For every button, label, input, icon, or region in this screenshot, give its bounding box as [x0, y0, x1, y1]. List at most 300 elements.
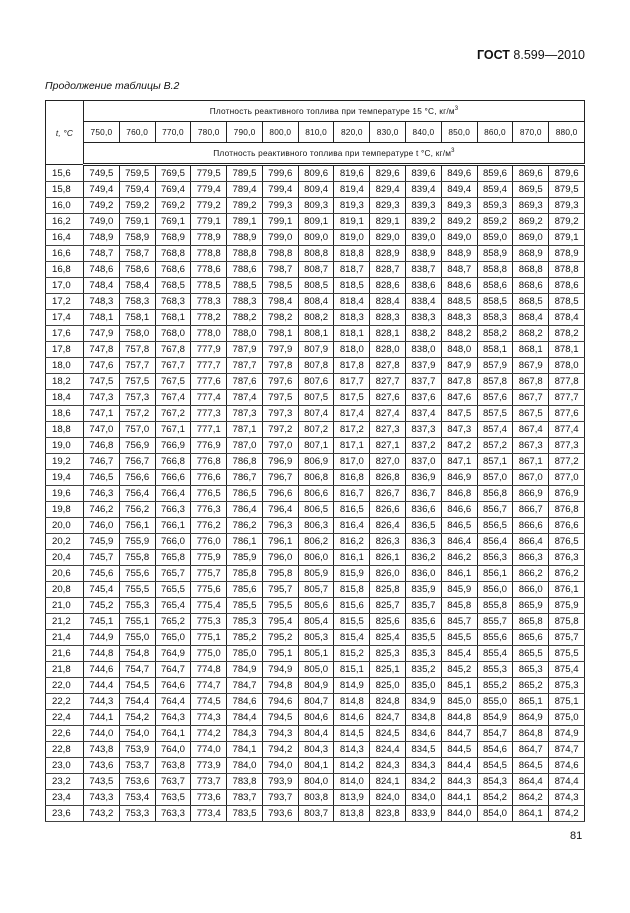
density-cell: 849,6	[441, 165, 477, 182]
density-cell: 879,5	[549, 182, 585, 198]
density-cell: 756,9	[119, 438, 155, 454]
density-cell: 777,9	[191, 342, 227, 358]
density-cell: 806,0	[298, 550, 334, 566]
density-cell: 777,7	[191, 358, 227, 374]
density-cell: 784,7	[227, 678, 263, 694]
density-cell: 789,1	[227, 214, 263, 230]
temperature-cell: 19,8	[46, 502, 84, 518]
table-row	[46, 326, 585, 342]
density-cell: 756,2	[119, 502, 155, 518]
density-cell: 818,4	[334, 294, 370, 310]
density-cell: 785,8	[227, 566, 263, 582]
density-cell: 755,1	[119, 614, 155, 630]
density-column-header: 780,0	[191, 122, 227, 143]
density-cell: 764,1	[155, 726, 191, 742]
density-cell: 848,3	[441, 310, 477, 326]
density-cell: 785,2	[227, 630, 263, 646]
density-cell: 845,7	[441, 614, 477, 630]
density-cell: 819,0	[334, 230, 370, 246]
temperature-cell: 19,4	[46, 470, 84, 486]
density-cell: 794,8	[262, 678, 298, 694]
density-cell: 867,8	[513, 374, 549, 390]
density-cell: 846,4	[441, 534, 477, 550]
density-cell: 848,7	[441, 262, 477, 278]
density-cell: 866,0	[513, 582, 549, 598]
density-cell: 849,4	[441, 182, 477, 198]
density-cell: 849,3	[441, 198, 477, 214]
density-cell: 755,9	[119, 534, 155, 550]
density-cell: 854,0	[477, 806, 513, 822]
density-cell: 825,8	[370, 582, 406, 598]
temperature-cell: 16,6	[46, 246, 84, 262]
density-cell: 816,4	[334, 518, 370, 534]
density-cell: 769,4	[155, 182, 191, 198]
density-cell: 858,3	[477, 310, 513, 326]
table-row	[46, 534, 585, 550]
density-cell: 815,1	[334, 662, 370, 678]
density-column-header: 820,0	[334, 122, 370, 143]
density-cell: 845,4	[441, 646, 477, 662]
density-cell: 796,4	[262, 502, 298, 518]
density-cell: 817,4	[334, 406, 370, 422]
density-cell: 754,4	[119, 694, 155, 710]
density-cell: 794,0	[262, 758, 298, 774]
table-row	[46, 182, 585, 198]
density-cell: 784,0	[227, 758, 263, 774]
density-cell: 825,4	[370, 630, 406, 646]
density-cell: 768,3	[155, 294, 191, 310]
density-cell: 775,4	[191, 598, 227, 614]
temperature-cell: 19,6	[46, 486, 84, 502]
table-row	[46, 518, 585, 534]
density-cell: 864,9	[513, 710, 549, 726]
density-cell: 878,1	[549, 342, 585, 358]
density-cell: 875,3	[549, 678, 585, 694]
density-cell: 768,8	[155, 246, 191, 262]
density-cell: 818,7	[334, 262, 370, 278]
density-column-header: 870,0	[513, 122, 549, 143]
density-cell: 864,5	[513, 758, 549, 774]
density-cell: 775,0	[191, 646, 227, 662]
density-cell: 875,9	[549, 598, 585, 614]
density-cell: 769,2	[155, 198, 191, 214]
density-cell: 858,9	[477, 246, 513, 262]
density-cell: 787,1	[227, 422, 263, 438]
density-cell: 795,1	[262, 646, 298, 662]
density-cell: 785,0	[227, 646, 263, 662]
density-cell: 878,2	[549, 326, 585, 342]
density-cell: 796,7	[262, 470, 298, 486]
density-cell: 859,6	[477, 165, 513, 182]
density-cell: 878,0	[549, 358, 585, 374]
density-cell: 799,0	[262, 230, 298, 246]
density-cell: 864,7	[513, 742, 549, 758]
density-cell: 756,1	[119, 518, 155, 534]
density-cell: 834,5	[406, 742, 442, 758]
density-cell: 844,3	[441, 774, 477, 790]
density-cell: 814,6	[334, 710, 370, 726]
density-cell: 797,9	[262, 342, 298, 358]
density-cell: 787,0	[227, 438, 263, 454]
density-cell: 743,2	[84, 806, 120, 822]
density-cell: 799,4	[262, 182, 298, 198]
density-cell: 808,5	[298, 278, 334, 294]
density-cell: 786,2	[227, 518, 263, 534]
density-table	[45, 100, 585, 822]
density-cell: 835,0	[406, 678, 442, 694]
density-cell: 806,8	[298, 470, 334, 486]
density-cell: 804,9	[298, 678, 334, 694]
density-cell: 753,9	[119, 742, 155, 758]
density-cell: 845,9	[441, 582, 477, 598]
table-row	[46, 342, 585, 358]
density-cell: 829,0	[370, 230, 406, 246]
density-cell: 745,2	[84, 598, 120, 614]
density-cell: 746,2	[84, 502, 120, 518]
density-cell: 875,8	[549, 614, 585, 630]
temperature-cell: 21,8	[46, 662, 84, 678]
density-cell: 758,1	[119, 310, 155, 326]
density-cell: 855,2	[477, 678, 513, 694]
density-cell: 806,3	[298, 518, 334, 534]
density-cell: 773,9	[191, 758, 227, 774]
density-cell: 844,0	[441, 806, 477, 822]
density-cell: 879,2	[549, 214, 585, 230]
density-cell: 793,7	[262, 790, 298, 806]
density-cell: 865,9	[513, 598, 549, 614]
density-cell: 837,6	[406, 390, 442, 406]
density-cell: 775,6	[191, 582, 227, 598]
density-cell: 786,4	[227, 502, 263, 518]
temperature-cell: 16,4	[46, 230, 84, 246]
density-cell: 777,1	[191, 422, 227, 438]
temperature-cell: 20,2	[46, 534, 84, 550]
density-cell: 826,3	[370, 534, 406, 550]
density-cell: 828,9	[370, 246, 406, 262]
density-cell: 765,2	[155, 614, 191, 630]
density-cell: 849,2	[441, 214, 477, 230]
density-cell: 848,5	[441, 294, 477, 310]
density-cell: 776,8	[191, 454, 227, 470]
temperature-cell: 21,4	[46, 630, 84, 646]
density-cell: 775,9	[191, 550, 227, 566]
density-cell: 854,5	[477, 758, 513, 774]
density-cell: 835,3	[406, 646, 442, 662]
density-cell: 794,2	[262, 742, 298, 758]
density-cell: 807,5	[298, 390, 334, 406]
density-cell: 788,8	[227, 246, 263, 262]
table-row	[46, 310, 585, 326]
density-cell: 839,6	[406, 165, 442, 182]
standard-code: ГОСТ	[476, 48, 510, 62]
density-cell: 743,5	[84, 774, 120, 790]
table-row	[46, 790, 585, 806]
temperature-cell: 18,6	[46, 406, 84, 422]
density-cell: 745,1	[84, 614, 120, 630]
density-cell: 866,2	[513, 566, 549, 582]
temperature-cell: 22,6	[46, 726, 84, 742]
density-cell: 774,2	[191, 726, 227, 742]
density-cell: 858,1	[477, 342, 513, 358]
density-cell: 819,3	[334, 198, 370, 214]
density-cell: 789,2	[227, 198, 263, 214]
density-cell: 859,0	[477, 230, 513, 246]
density-cell: 773,4	[191, 806, 227, 822]
temperature-cell: 20,0	[46, 518, 84, 534]
table-row	[46, 278, 585, 294]
density-cell: 817,8	[334, 358, 370, 374]
density-cell: 808,7	[298, 262, 334, 278]
density-cell: 864,2	[513, 790, 549, 806]
density-cell: 778,9	[191, 230, 227, 246]
density-cell: 805,4	[298, 614, 334, 630]
density-cell: 839,0	[406, 230, 442, 246]
table-row	[46, 165, 585, 182]
density-cell: 865,1	[513, 694, 549, 710]
density-cell: 854,3	[477, 774, 513, 790]
density-cell: 827,6	[370, 390, 406, 406]
density-cell: 784,3	[227, 726, 263, 742]
density-cell: 744,3	[84, 694, 120, 710]
density-cell: 839,2	[406, 214, 442, 230]
density-cell: 857,8	[477, 374, 513, 390]
density-cell: 806,6	[298, 486, 334, 502]
density-cell: 757,7	[119, 358, 155, 374]
density-cell: 845,5	[441, 630, 477, 646]
density-cell: 844,8	[441, 710, 477, 726]
density-cell: 758,0	[119, 326, 155, 342]
temperature-cell: 20,4	[46, 550, 84, 566]
density-cell: 805,7	[298, 582, 334, 598]
bottom-heading: Плотность реактивного топлива при температуре t °С, $кг/м^3$	[84, 143, 585, 165]
density-cell: 753,4	[119, 790, 155, 806]
density-cell: 809,3	[298, 198, 334, 214]
temperature-cell: 17,6	[46, 326, 84, 342]
temperature-cell: 22,8	[46, 742, 84, 758]
density-cell: 838,6	[406, 278, 442, 294]
density-cell: 758,9	[119, 230, 155, 246]
density-cell: 806,5	[298, 502, 334, 518]
density-cell: 878,6	[549, 278, 585, 294]
density-cell: 796,0	[262, 550, 298, 566]
density-cell: 876,3	[549, 550, 585, 566]
density-cell: 773,7	[191, 774, 227, 790]
density-cell: 797,5	[262, 390, 298, 406]
density-cell: 864,4	[513, 774, 549, 790]
density-cell: 768,6	[155, 262, 191, 278]
density-cell: 767,2	[155, 406, 191, 422]
density-cell: 745,7	[84, 550, 120, 566]
density-cell: 837,2	[406, 438, 442, 454]
density-cell: 798,7	[262, 262, 298, 278]
density-cell: 774,0	[191, 742, 227, 758]
density-cell: 855,3	[477, 662, 513, 678]
density-cell: 846,1	[441, 566, 477, 582]
density-cell: 868,9	[513, 246, 549, 262]
density-cell: 856,1	[477, 566, 513, 582]
density-cell: 764,6	[155, 678, 191, 694]
density-cell: 816,7	[334, 486, 370, 502]
density-column-header: 770,0	[155, 122, 191, 143]
density-cell: 753,3	[119, 806, 155, 822]
density-cell: 769,5	[155, 165, 191, 182]
density-cell: 744,4	[84, 678, 120, 694]
density-cell: 879,3	[549, 198, 585, 214]
density-cell: 815,4	[334, 630, 370, 646]
density-cell: 785,6	[227, 582, 263, 598]
temperature-cell: 16,8	[46, 262, 84, 278]
density-cell: 819,1	[334, 214, 370, 230]
density-cell: 858,6	[477, 278, 513, 294]
density-cell: 848,6	[441, 278, 477, 294]
density-cell: 779,5	[191, 165, 227, 182]
density-cell: 874,3	[549, 790, 585, 806]
density-cell: 753,7	[119, 758, 155, 774]
density-cell: 876,8	[549, 502, 585, 518]
table-row	[46, 470, 585, 486]
density-cell: 879,1	[549, 230, 585, 246]
density-cell: 779,2	[191, 198, 227, 214]
density-cell: 844,7	[441, 726, 477, 742]
density-cell: 758,7	[119, 246, 155, 262]
density-cell: 746,0	[84, 518, 120, 534]
density-cell: 768,0	[155, 326, 191, 342]
density-cell: 836,9	[406, 470, 442, 486]
density-cell: 834,9	[406, 694, 442, 710]
density-cell: 846,6	[441, 502, 477, 518]
density-cell: 758,6	[119, 262, 155, 278]
density-cell: 764,7	[155, 662, 191, 678]
table-row	[46, 230, 585, 246]
density-cell: 778,8	[191, 246, 227, 262]
density-cell: 807,1	[298, 438, 334, 454]
density-cell: 806,9	[298, 454, 334, 470]
density-cell: 847,8	[441, 374, 477, 390]
density-cell: 755,5	[119, 582, 155, 598]
density-cell: 767,5	[155, 374, 191, 390]
density-cell: 779,1	[191, 214, 227, 230]
density-cell: 868,2	[513, 326, 549, 342]
density-column-header: 750,0	[84, 122, 120, 143]
density-cell: 764,4	[155, 694, 191, 710]
density-cell: 759,2	[119, 198, 155, 214]
density-cell: 747,5	[84, 374, 120, 390]
density-cell: 745,4	[84, 582, 120, 598]
density-cell: 844,5	[441, 742, 477, 758]
density-cell: 776,9	[191, 438, 227, 454]
density-cell: 869,5	[513, 182, 549, 198]
density-cell: 755,3	[119, 598, 155, 614]
density-cell: 875,7	[549, 630, 585, 646]
density-cell: 824,1	[370, 774, 406, 790]
density-cell: 776,2	[191, 518, 227, 534]
density-cell: 818,1	[334, 326, 370, 342]
density-cell: 869,2	[513, 214, 549, 230]
table-row	[46, 214, 585, 230]
density-cell: 836,5	[406, 518, 442, 534]
density-cell: 816,5	[334, 502, 370, 518]
density-cell: 795,7	[262, 582, 298, 598]
density-cell: 807,4	[298, 406, 334, 422]
density-cell: 808,8	[298, 246, 334, 262]
density-cell: 763,8	[155, 758, 191, 774]
density-cell: 804,0	[298, 774, 334, 790]
density-cell: 837,4	[406, 406, 442, 422]
density-cell: 855,6	[477, 630, 513, 646]
density-cell: 818,3	[334, 310, 370, 326]
density-cell: 746,5	[84, 470, 120, 486]
density-cell: 764,0	[155, 742, 191, 758]
density-cell: 866,9	[513, 486, 549, 502]
temperature-cell: 15,6	[46, 165, 84, 182]
density-cell: 779,4	[191, 182, 227, 198]
density-cell: 828,4	[370, 294, 406, 310]
density-cell: 829,1	[370, 214, 406, 230]
density-cell: 855,8	[477, 598, 513, 614]
density-cell: 854,2	[477, 790, 513, 806]
density-cell: 807,2	[298, 422, 334, 438]
density-cell: 805,3	[298, 630, 334, 646]
density-cell: 776,3	[191, 502, 227, 518]
table-row	[46, 246, 585, 262]
density-cell: 798,5	[262, 278, 298, 294]
density-cell: 776,5	[191, 486, 227, 502]
density-cell: 794,3	[262, 726, 298, 742]
density-cell: 877,3	[549, 438, 585, 454]
density-cell: 754,8	[119, 646, 155, 662]
density-cell: 837,0	[406, 454, 442, 470]
density-cell: 834,0	[406, 790, 442, 806]
density-cell: 826,0	[370, 566, 406, 582]
table-row	[46, 358, 585, 374]
density-cell: 877,7	[549, 390, 585, 406]
density-cell: 766,0	[155, 534, 191, 550]
density-cell: 877,0	[549, 470, 585, 486]
density-cell: 846,8	[441, 486, 477, 502]
table-row	[46, 262, 585, 278]
density-cell: 829,4	[370, 182, 406, 198]
density-cell: 744,0	[84, 726, 120, 742]
density-cell: 866,7	[513, 502, 549, 518]
density-cell: 805,0	[298, 662, 334, 678]
density-cell: 796,1	[262, 534, 298, 550]
density-cell: 788,6	[227, 262, 263, 278]
density-cell: 835,7	[406, 598, 442, 614]
density-cell: 864,8	[513, 726, 549, 742]
density-cell: 827,4	[370, 406, 406, 422]
density-cell: 756,4	[119, 486, 155, 502]
density-cell: 866,6	[513, 518, 549, 534]
density-cell: 809,1	[298, 214, 334, 230]
density-cell: 837,7	[406, 374, 442, 390]
density-cell: 865,2	[513, 678, 549, 694]
temperature-cell: 19,2	[46, 454, 84, 470]
density-cell: 809,4	[298, 182, 334, 198]
density-cell: 856,0	[477, 582, 513, 598]
density-cell: 765,7	[155, 566, 191, 582]
density-cell: 748,7	[84, 246, 120, 262]
table-caption: Продолжение таблицы В.2	[45, 80, 180, 92]
top-heading: Плотность реактивного топлива при температуре 15 °С, $кг/м^3$	[84, 101, 585, 122]
density-cell: 787,3	[227, 406, 263, 422]
density-cell: 878,4	[549, 310, 585, 326]
density-cell: 804,4	[298, 726, 334, 742]
density-cell: 824,5	[370, 726, 406, 742]
density-cell: 778,3	[191, 294, 227, 310]
table-row	[46, 678, 585, 694]
density-cell: 827,1	[370, 438, 406, 454]
density-cell: 748,9	[84, 230, 120, 246]
